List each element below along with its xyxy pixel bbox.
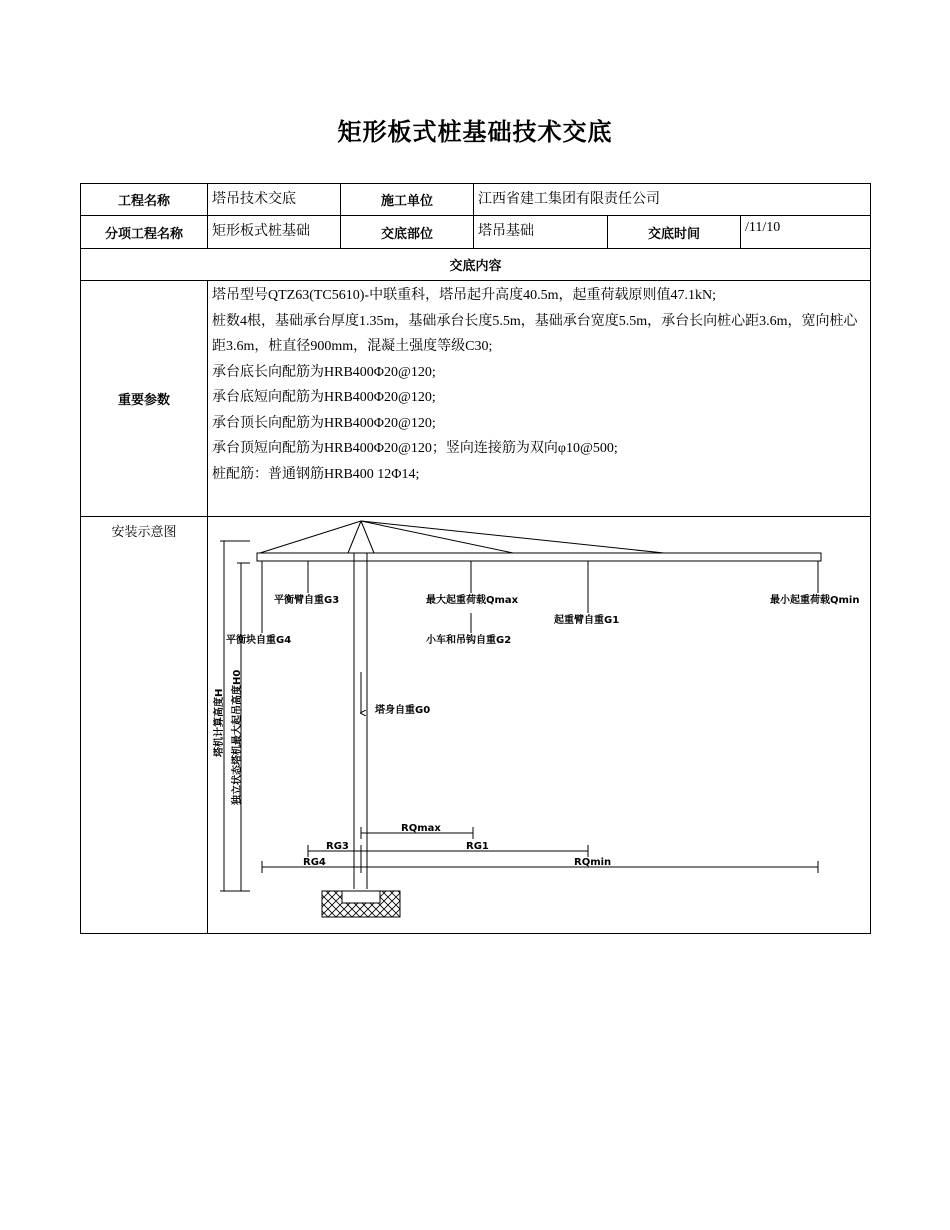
param-line: 承台底短向配筋为HRB400Φ20@120; (212, 390, 436, 405)
label-g1: 起重臂自重G1 (554, 615, 620, 626)
label-qmax: 最大起重荷载Qmax (426, 595, 519, 606)
table-row (81, 517, 870, 933)
param-line: 承台顶短向配筋为HRB400Φ20@120；竖向连接筋为双向φ10@500; (212, 441, 618, 456)
params-label: 重要参数 (117, 393, 170, 408)
label-g2: 小车和吊钩自重G2 (426, 635, 512, 646)
diagram-label: 安装示意图 (111, 525, 177, 540)
param-line: 桩配筋：普通钢筋HRB400 12Φ14; (212, 466, 420, 482)
jib-beam (257, 553, 821, 561)
contractor-value: 江西省建工集团有限责任公司 (473, 184, 871, 215)
params-list (207, 281, 870, 516)
tie-rod (348, 521, 361, 553)
label-h-total: 塔机计算高度H (214, 688, 225, 757)
subproject-value: 矩形板式桩基础 (207, 216, 340, 248)
tie-rod (361, 521, 513, 553)
tower-crane-diagram (208, 517, 870, 932)
label-g3: 平衡臂自重G3 (274, 595, 340, 606)
param-line: 承台顶长向配筋为HRB400Φ20@120; (212, 415, 436, 431)
table-row (81, 281, 870, 517)
subproject-label: 分项工程名称 (104, 226, 183, 242)
param-line: 承台底长向配筋为HRB400Φ20@120; (212, 364, 436, 380)
label-h0: 独立状态塔机最大起吊高度H0 (232, 669, 243, 805)
label-g0: 塔身自重G0 (375, 705, 431, 716)
label-qmin: 最小起重荷载Qmin (770, 595, 860, 606)
label-g4: 平衡块自重G4 (226, 635, 292, 646)
table-row (81, 216, 870, 249)
disclosure-table (80, 183, 871, 934)
tie-rod (260, 521, 361, 553)
param-line: 塔吊型号QTZ63(TC5610)-中联重科，塔吊起升高度40.5m，起重荷载原则值47.1kN; (212, 288, 716, 303)
date-label: 交底时间 (607, 216, 740, 248)
label-r-g4: RG4 (303, 857, 326, 868)
contractor-label: 施工单位 (340, 184, 473, 215)
table-row (81, 184, 870, 216)
param-line: 桩数4根，基础承台厚度1.35m，基础承台长度5.5m，基础承台宽度5.5m，承台长向桩心距3.6m，宽向桩心距3.6m，桩直径900mm，混凝土强度等级C30; (212, 313, 858, 354)
tie-rod (361, 521, 664, 553)
project-name-value: 塔吊技术交底 (207, 184, 340, 215)
label-r-qmax: RQmax (401, 823, 441, 834)
diagram-cell (207, 517, 870, 933)
foundation-socket (342, 891, 380, 903)
page-title: 矩形板式桩基础技术交底 (337, 120, 613, 146)
label-r-g3: RG3 (326, 841, 349, 852)
location-label: 交底部位 (340, 216, 473, 248)
location-value: 塔吊基础 (473, 216, 607, 248)
table-row (81, 249, 870, 281)
project-name-label: 工程名称 (117, 194, 170, 209)
label-r-qmin: RQmin (574, 857, 612, 868)
label-r-g1: RG1 (466, 841, 489, 852)
tie-rod (361, 521, 374, 553)
date-value: /11/10 (740, 216, 871, 248)
content-heading: 交底内容 (449, 259, 502, 274)
